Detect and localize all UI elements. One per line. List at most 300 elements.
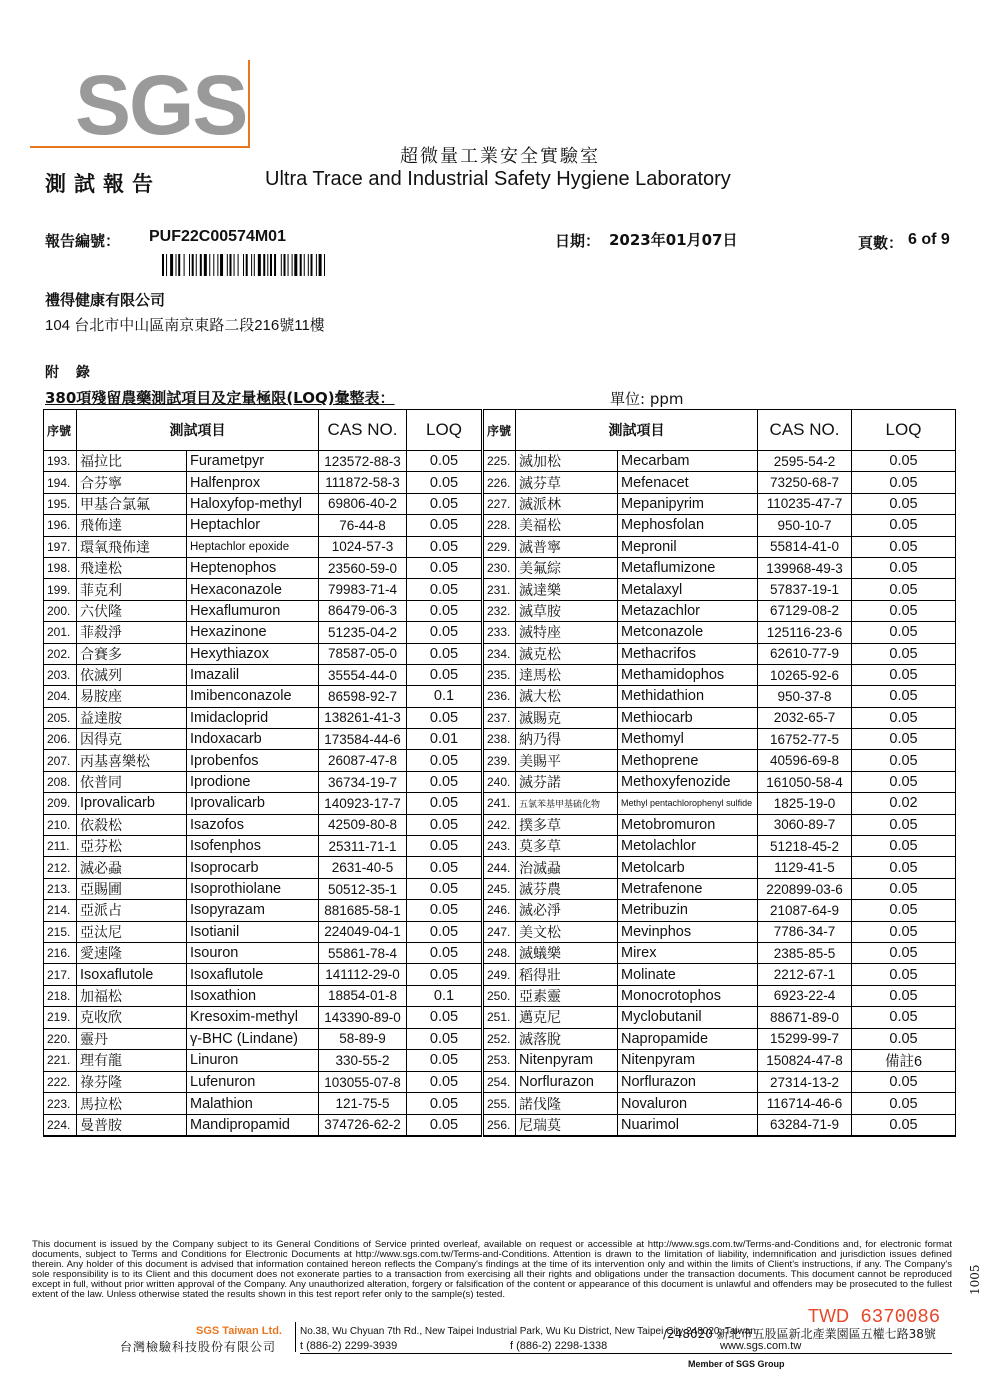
name-zh: 美福松 bbox=[516, 515, 618, 536]
name-en: Metrafenone bbox=[618, 878, 758, 899]
name-en: Methacrifos bbox=[618, 643, 758, 664]
cas-number: 62610-77-9 bbox=[758, 643, 852, 664]
name-zh: 福拉比 bbox=[77, 451, 187, 472]
name-zh: 邁克尼 bbox=[516, 1007, 618, 1028]
row-number: 219. bbox=[44, 1007, 77, 1028]
cas-number: 2595-54-2 bbox=[758, 451, 852, 472]
barcode bbox=[162, 254, 394, 276]
name-zh: 諾伐隆 bbox=[516, 1093, 618, 1114]
row-number: 239. bbox=[483, 750, 516, 771]
row-number: 196. bbox=[44, 515, 77, 536]
name-en: Iprobenfos bbox=[187, 750, 319, 771]
cas-number: 6923-22-4 bbox=[758, 985, 852, 1006]
name-zh: Isoxaflutole bbox=[77, 964, 187, 985]
cas-number: 141112-29-0 bbox=[319, 964, 407, 985]
cas-number: 173584-44-6 bbox=[319, 729, 407, 750]
name-en: Imazalil bbox=[187, 664, 319, 685]
table-row bbox=[44, 729, 956, 750]
row-number: 194. bbox=[44, 472, 77, 493]
table-row bbox=[44, 493, 956, 514]
name-zh: 滅派林 bbox=[516, 493, 618, 514]
barcode-bar bbox=[220, 254, 223, 276]
name-zh: 滅落脫 bbox=[516, 1028, 618, 1049]
name-en: Methyl pentachlorophenyl sulfide bbox=[618, 793, 758, 814]
row-number: 254. bbox=[483, 1071, 516, 1092]
barcode-bar bbox=[311, 254, 313, 276]
barcode-bar bbox=[292, 254, 293, 276]
row-number: 214. bbox=[44, 900, 77, 921]
cas-number: 2212-67-1 bbox=[758, 964, 852, 985]
name-en: Heptachlor bbox=[187, 515, 319, 536]
name-en: Lufenuron bbox=[187, 1071, 319, 1092]
name-zh: 亞芬松 bbox=[77, 836, 187, 857]
name-en: Imibenconazole bbox=[187, 686, 319, 707]
loq-value: 0.05 bbox=[852, 771, 956, 792]
loq-value: 0.05 bbox=[852, 557, 956, 578]
name-en: Metribuzin bbox=[618, 900, 758, 921]
barcode-bar bbox=[270, 254, 272, 276]
loq-value: 0.05 bbox=[852, 643, 956, 664]
loq-value: 0.05 bbox=[407, 1093, 483, 1114]
loq-value: 0.05 bbox=[407, 900, 483, 921]
row-number: 253. bbox=[483, 1049, 516, 1071]
loq-value: 0.05 bbox=[407, 964, 483, 985]
name-zh: 亞賜圃 bbox=[77, 878, 187, 899]
table-row bbox=[44, 900, 956, 921]
name-en: Metolcarb bbox=[618, 857, 758, 878]
name-zh: 滅必淨 bbox=[516, 900, 618, 921]
cas-number: 161050-58-4 bbox=[758, 771, 852, 792]
cas-number: 51218-45-2 bbox=[758, 836, 852, 857]
cas-number: 57837-19-1 bbox=[758, 579, 852, 600]
table-row bbox=[44, 472, 956, 493]
row-number: 209. bbox=[44, 793, 77, 814]
loq-value: 0.05 bbox=[407, 536, 483, 557]
table-row bbox=[44, 750, 956, 771]
name-en: Metconazole bbox=[618, 622, 758, 643]
loq-value: 0.05 bbox=[407, 1049, 483, 1071]
name-zh: 亞派占 bbox=[77, 900, 187, 921]
client-company: 禮得健康有限公司 bbox=[45, 291, 166, 309]
name-en: Isofenphos bbox=[187, 836, 319, 857]
barcode-bar bbox=[324, 254, 325, 276]
row-number: 244. bbox=[483, 857, 516, 878]
row-number: 232. bbox=[483, 600, 516, 621]
report-no: PUF22C00574M01 bbox=[149, 228, 286, 245]
row-number: 206. bbox=[44, 729, 77, 750]
loq-value: 0.05 bbox=[852, 942, 956, 963]
report-title: 測試報告 bbox=[45, 171, 161, 196]
name-en: γ-BHC (Lindane) bbox=[187, 1028, 319, 1049]
name-en: Mephosfolan bbox=[618, 515, 758, 536]
name-zh: 滅芬草 bbox=[516, 472, 618, 493]
name-en: Iprodione bbox=[187, 771, 319, 792]
name-zh: 愛速隆 bbox=[77, 942, 187, 963]
row-number: 245. bbox=[483, 878, 516, 899]
table-row bbox=[44, 1071, 956, 1092]
footer-fax: f (886-2) 2298-1338 bbox=[510, 1340, 608, 1352]
barcode-bar bbox=[319, 254, 322, 276]
barcode-bar bbox=[243, 254, 244, 276]
loq-value: 0.05 bbox=[852, 707, 956, 728]
cas-number: 55814-41-0 bbox=[758, 536, 852, 557]
loq-value: 0.05 bbox=[852, 1071, 956, 1092]
name-en: Heptachlor epoxide bbox=[187, 536, 319, 557]
cas-number: 42509-80-8 bbox=[319, 814, 407, 835]
loq-value: 0.05 bbox=[852, 493, 956, 514]
loq-value: 0.05 bbox=[407, 643, 483, 664]
table-row bbox=[44, 1007, 956, 1028]
table-row bbox=[44, 557, 956, 578]
name-en: Methiocarb bbox=[618, 707, 758, 728]
table-row bbox=[44, 964, 956, 985]
row-number: 195. bbox=[44, 493, 77, 514]
name-zh: 易胺座 bbox=[77, 686, 187, 707]
name-zh: 合芬寧 bbox=[77, 472, 187, 493]
cas-number: 50512-35-1 bbox=[319, 878, 407, 899]
row-number: 222. bbox=[44, 1071, 77, 1092]
name-zh: 美氟綜 bbox=[516, 557, 618, 578]
cas-number: 121-75-5 bbox=[319, 1093, 407, 1114]
barcode-bar bbox=[204, 254, 207, 276]
name-zh: 滅賜克 bbox=[516, 707, 618, 728]
row-number: 230. bbox=[483, 557, 516, 578]
cas-number: 125116-23-6 bbox=[758, 622, 852, 643]
footer-website: www.sgs.com.tw bbox=[720, 1340, 802, 1352]
barcode-bar bbox=[209, 254, 210, 276]
barcode-bar bbox=[170, 254, 173, 276]
row-number: 227. bbox=[483, 493, 516, 514]
header-loq: LOQ bbox=[407, 410, 483, 451]
name-en: Methidathion bbox=[618, 686, 758, 707]
row-number: 243. bbox=[483, 836, 516, 857]
cas-number: 2032-65-7 bbox=[758, 707, 852, 728]
cas-number: 27314-13-2 bbox=[758, 1071, 852, 1092]
barcode-bar bbox=[217, 254, 218, 276]
name-en: Isoprothiolane bbox=[187, 878, 319, 899]
page-number: 6 of 9 bbox=[908, 231, 950, 248]
row-number: 207. bbox=[44, 750, 77, 771]
barcode-bar bbox=[294, 254, 297, 276]
client-address: 104 台北市中山區南京東路二段216號11樓 bbox=[45, 317, 325, 334]
header-no: 序號 bbox=[44, 410, 77, 451]
header-item: 測試項目 bbox=[77, 410, 319, 451]
cas-number: 88671-89-0 bbox=[758, 1007, 852, 1028]
table-row bbox=[44, 686, 956, 707]
cas-number: 79983-71-4 bbox=[319, 579, 407, 600]
row-number: 215. bbox=[44, 921, 77, 942]
loq-value: 0.05 bbox=[852, 536, 956, 557]
row-number: 199. bbox=[44, 579, 77, 600]
name-zh: 撲多草 bbox=[516, 814, 618, 835]
loq-value: 0.05 bbox=[407, 921, 483, 942]
report-no-label: 報告編號： bbox=[45, 232, 121, 250]
loq-value: 0.05 bbox=[407, 515, 483, 536]
row-number: 223. bbox=[44, 1093, 77, 1114]
loq-value: 0.05 bbox=[407, 814, 483, 835]
table-row bbox=[44, 878, 956, 899]
loq-value: 0.05 bbox=[852, 515, 956, 536]
loq-value: 0.05 bbox=[852, 622, 956, 643]
side-number: 1005 bbox=[968, 1264, 982, 1295]
name-en: Hexazinone bbox=[187, 622, 319, 643]
name-en: Isouron bbox=[187, 942, 319, 963]
name-zh: 曼普胺 bbox=[77, 1114, 187, 1136]
name-en: Mecarbam bbox=[618, 451, 758, 472]
name-en: Molinate bbox=[618, 964, 758, 985]
name-zh: 因得克 bbox=[77, 729, 187, 750]
row-number: 252. bbox=[483, 1028, 516, 1049]
loq-value: 0.05 bbox=[852, 1028, 956, 1049]
name-zh: 納乃得 bbox=[516, 729, 618, 750]
barcode-bar bbox=[300, 254, 302, 276]
header-cas-right: CAS NO. bbox=[758, 410, 852, 451]
barcode-bar bbox=[258, 254, 261, 276]
barcode-bar bbox=[251, 254, 252, 276]
footer-rule bbox=[300, 1353, 952, 1354]
member-of-sgs: Member of SGS Group bbox=[688, 1359, 785, 1369]
name-en: Isotianil bbox=[187, 921, 319, 942]
barcode-bar bbox=[200, 254, 202, 276]
name-en: Malathion bbox=[187, 1093, 319, 1114]
row-number: 237. bbox=[483, 707, 516, 728]
cas-number: 950-10-7 bbox=[758, 515, 852, 536]
name-zh: 飛達松 bbox=[77, 557, 187, 578]
name-en: Isoxathion bbox=[187, 985, 319, 1006]
name-zh: Nitenpyram bbox=[516, 1049, 618, 1071]
table-row bbox=[44, 643, 956, 664]
name-en: Isoprocarb bbox=[187, 857, 319, 878]
barcode-bar bbox=[184, 254, 185, 276]
name-en: Metazachlor bbox=[618, 600, 758, 621]
name-en: Iprovalicarb bbox=[187, 793, 319, 814]
row-number: 249. bbox=[483, 964, 516, 985]
loq-value: 0.05 bbox=[852, 472, 956, 493]
table-row bbox=[44, 1114, 956, 1136]
cas-number: 220899-03-6 bbox=[758, 878, 852, 899]
loq-value: 0.05 bbox=[852, 814, 956, 835]
cas-number: 55861-78-4 bbox=[319, 942, 407, 963]
loq-value: 備註6 bbox=[852, 1049, 956, 1071]
barcode-bar bbox=[304, 254, 305, 276]
row-number: 238. bbox=[483, 729, 516, 750]
barcode-bar bbox=[230, 254, 232, 276]
page-label: 頁數： bbox=[858, 234, 904, 252]
table-row bbox=[44, 985, 956, 1006]
loq-value: 0.05 bbox=[407, 1028, 483, 1049]
cas-number: 123572-88-3 bbox=[319, 451, 407, 472]
row-number: 255. bbox=[483, 1093, 516, 1114]
name-en: Methamidophos bbox=[618, 664, 758, 685]
name-en: Metolachlor bbox=[618, 836, 758, 857]
name-zh: 菲殺淨 bbox=[77, 622, 187, 643]
name-en: Metalaxyl bbox=[618, 579, 758, 600]
loq-value: 0.05 bbox=[852, 579, 956, 600]
cas-number: 40596-69-8 bbox=[758, 750, 852, 771]
cas-number: 78587-05-0 bbox=[319, 643, 407, 664]
barcode-bar bbox=[189, 254, 190, 276]
footer-separator bbox=[295, 1322, 296, 1352]
barcode-bar bbox=[288, 254, 289, 276]
table-header-row bbox=[44, 410, 956, 451]
logo-rule bbox=[248, 60, 250, 148]
report-meta bbox=[45, 230, 955, 250]
name-en: Hexaconazole bbox=[187, 579, 319, 600]
loq-value: 0.05 bbox=[407, 836, 483, 857]
pesticide-loq-table bbox=[43, 409, 956, 1137]
cas-number: 140923-17-7 bbox=[319, 793, 407, 814]
table-row bbox=[44, 1049, 956, 1071]
loq-value: 0.05 bbox=[407, 878, 483, 899]
cas-number: 139968-49-3 bbox=[758, 557, 852, 578]
name-zh: Iprovalicarb bbox=[77, 793, 187, 814]
name-en: Heptenophos bbox=[187, 557, 319, 578]
cas-number: 116714-46-6 bbox=[758, 1093, 852, 1114]
row-number: 197. bbox=[44, 536, 77, 557]
name-en: Novaluron bbox=[618, 1093, 758, 1114]
header-no-right: 序號 bbox=[483, 410, 516, 451]
row-number: 218. bbox=[44, 985, 77, 1006]
cas-number: 2631-40-5 bbox=[319, 857, 407, 878]
barcode-bar bbox=[254, 254, 255, 276]
barcode-bar bbox=[196, 254, 197, 276]
disclaimer: This document is issued by the Company subject to its General Conditions of Service printed overleaf, available on request or accessible at http://www.sgs.com.tw/Terms-and-Conditions and, for electronic format documents, subject to Terms and Conditions for Electronic Documents at http://www.sgs.com.tw/Terms-and-Conditions. Attention is drawn to the limitation of liability, indemnification and jurisdiction issues defined therein. Any holder of this document is advised that information contained hereon reflects the Company's findings at the time of its intervention only and within the limits of Client's instructions, if any. The Company's sole responsibility is to its Client and this document does not exonerate parties to a transaction from exercising all their rights and obligations under the transaction documents. This document cannot be reproduced except in full, without prior written approval of the Company. Any unauthorized alteration, forgery or falsification of the content or appearance of this document is unlawful and offenders may be prosecuted to the fullest extent of the law. Unless otherwise stated the results shown in this test report refer only to the sample(s) tested. bbox=[32, 1239, 952, 1300]
cas-number: 374726-62-2 bbox=[319, 1114, 407, 1136]
header-cas: CAS NO. bbox=[319, 410, 407, 451]
row-number: 241. bbox=[483, 793, 516, 814]
name-zh: 治滅蝨 bbox=[516, 857, 618, 878]
cas-number: 58-89-9 bbox=[319, 1028, 407, 1049]
name-en: Haloxyfop-methyl bbox=[187, 493, 319, 514]
row-number: 204. bbox=[44, 686, 77, 707]
footer-address-zh: /248020 新北市五股區新北產業園區五權七路38號 bbox=[663, 1327, 936, 1341]
table-row bbox=[44, 707, 956, 728]
loq-value: 0.05 bbox=[852, 1114, 956, 1136]
row-number: 240. bbox=[483, 771, 516, 792]
cas-number: 69806-40-2 bbox=[319, 493, 407, 514]
row-number: 256. bbox=[483, 1114, 516, 1136]
cas-number: 73250-68-7 bbox=[758, 472, 852, 493]
footer-address-en: No.38, Wu Chyuan 7th Rd., New Taipei Industrial Park, Wu Ku District, New Taipei City 248020, Taiwan bbox=[300, 1326, 756, 1337]
name-zh: 祿芬隆 bbox=[77, 1071, 187, 1092]
name-en: Myclobutanil bbox=[618, 1007, 758, 1028]
table-row bbox=[44, 771, 956, 792]
cas-number: 10265-92-6 bbox=[758, 664, 852, 685]
loq-value: 0.05 bbox=[407, 579, 483, 600]
loq-value: 0.05 bbox=[852, 985, 956, 1006]
barcode-bar bbox=[274, 254, 276, 276]
cas-number: 16752-77-5 bbox=[758, 729, 852, 750]
row-number: 250. bbox=[483, 985, 516, 1006]
cas-number: 1024-57-3 bbox=[319, 536, 407, 557]
barcode-bar bbox=[162, 254, 164, 276]
name-zh: 菲克利 bbox=[77, 579, 187, 600]
name-zh: 依普同 bbox=[77, 771, 187, 792]
cas-number: 950-37-8 bbox=[758, 686, 852, 707]
name-zh: 甲基合氯氟 bbox=[77, 493, 187, 514]
name-zh: 合賽多 bbox=[77, 643, 187, 664]
cas-number: 18854-01-8 bbox=[319, 985, 407, 1006]
row-number: 225. bbox=[483, 451, 516, 472]
name-en: Isoxaflutole bbox=[187, 964, 319, 985]
name-en: Mepanipyrim bbox=[618, 493, 758, 514]
stamp-prefix: TWD bbox=[808, 1306, 849, 1326]
name-en: Kresoxim-methyl bbox=[187, 1007, 319, 1028]
loq-value: 0.05 bbox=[407, 493, 483, 514]
footer-company-en: SGS Taiwan Ltd. bbox=[196, 1325, 282, 1337]
name-zh: 亞汰尼 bbox=[77, 921, 187, 942]
footer-tel: t (886-2) 2299-3939 bbox=[300, 1340, 398, 1352]
cas-number: 3060-89-7 bbox=[758, 814, 852, 835]
barcode-bar bbox=[284, 254, 286, 276]
header-loq-right: LOQ bbox=[852, 410, 956, 451]
loq-value: 0.05 bbox=[852, 857, 956, 878]
table-row bbox=[44, 579, 956, 600]
table-row bbox=[44, 1093, 956, 1114]
name-en: Norflurazon bbox=[618, 1071, 758, 1092]
cas-number: 2385-85-5 bbox=[758, 942, 852, 963]
row-number: 200. bbox=[44, 600, 77, 621]
barcode-bar bbox=[246, 254, 248, 276]
row-number: 233. bbox=[483, 622, 516, 643]
barcode-bar bbox=[267, 254, 268, 276]
report-date: 2023年01月07日 bbox=[609, 231, 738, 249]
cas-number: 111872-58-3 bbox=[319, 472, 407, 493]
loq-value: 0.05 bbox=[407, 472, 483, 493]
loq-value: 0.05 bbox=[852, 836, 956, 857]
name-zh: 滅大松 bbox=[516, 686, 618, 707]
row-number: 202. bbox=[44, 643, 77, 664]
name-zh: 益達胺 bbox=[77, 707, 187, 728]
appendix-label: 附 錄 bbox=[45, 365, 96, 381]
name-zh: 環氧飛佈達 bbox=[77, 536, 187, 557]
name-en: Mepronil bbox=[618, 536, 758, 557]
cas-number: 15299-99-7 bbox=[758, 1028, 852, 1049]
row-number: 201. bbox=[44, 622, 77, 643]
name-zh: 丙基喜樂松 bbox=[77, 750, 187, 771]
name-zh: Norflurazon bbox=[516, 1071, 618, 1092]
name-en: Hexythiazox bbox=[187, 643, 319, 664]
loq-value: 0.05 bbox=[852, 1093, 956, 1114]
loq-value: 0.05 bbox=[407, 857, 483, 878]
name-zh: 六伏隆 bbox=[77, 600, 187, 621]
loq-value: 0.05 bbox=[852, 878, 956, 899]
table-row bbox=[44, 1028, 956, 1049]
loq-value: 0.05 bbox=[852, 750, 956, 771]
loq-value: 0.05 bbox=[852, 729, 956, 750]
name-zh: 滅特座 bbox=[516, 622, 618, 643]
loq-value: 0.1 bbox=[407, 686, 483, 707]
row-number: 205. bbox=[44, 707, 77, 728]
cas-number: 7786-34-7 bbox=[758, 921, 852, 942]
cas-number: 36734-19-7 bbox=[319, 771, 407, 792]
row-number: 228. bbox=[483, 515, 516, 536]
row-number: 235. bbox=[483, 664, 516, 685]
table-body bbox=[44, 451, 956, 1137]
table-title: 380項殘留農藥測試項目及定量極限(LOQ)彙整表： bbox=[45, 389, 395, 407]
loq-value: 0.05 bbox=[407, 707, 483, 728]
loq-value: 0.05 bbox=[407, 664, 483, 685]
row-number: 221. bbox=[44, 1049, 77, 1071]
barcode-bar bbox=[176, 254, 177, 276]
row-number: 247. bbox=[483, 921, 516, 942]
cas-number: 881685-58-1 bbox=[319, 900, 407, 921]
row-number: 216. bbox=[44, 942, 77, 963]
loq-value: 0.05 bbox=[852, 600, 956, 621]
name-zh: 加福松 bbox=[77, 985, 187, 1006]
cas-number: 138261-41-3 bbox=[319, 707, 407, 728]
cas-number: 330-55-2 bbox=[319, 1049, 407, 1071]
